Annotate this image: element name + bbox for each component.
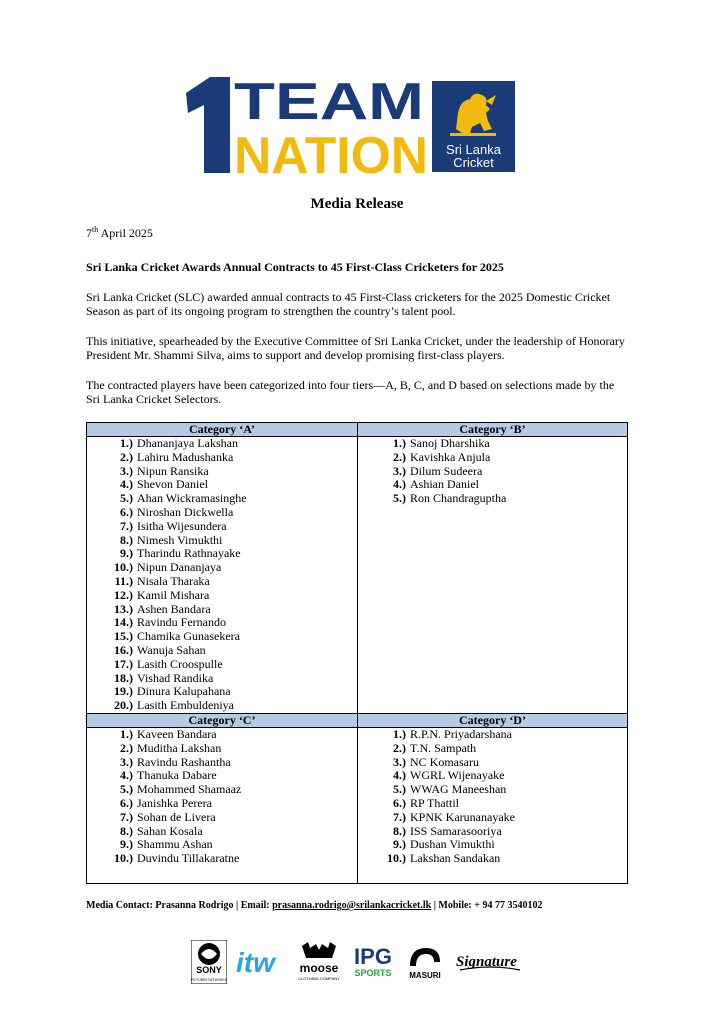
player-number: 4.) — [120, 477, 133, 492]
player-number: 6.) — [393, 795, 406, 810]
player-list-item — [358, 756, 515, 770]
player-number: 11.) — [114, 573, 133, 588]
player-number: 5.) — [120, 782, 133, 797]
player-name: Kaveen Bandara — [137, 727, 217, 741]
player-list-item — [87, 465, 247, 479]
player-name: WWAG Maneeshan — [410, 782, 507, 797]
player-number: 10.) — [114, 560, 133, 575]
player-number: 9.) — [120, 837, 133, 852]
player-number: 10.) — [114, 851, 133, 866]
paragraph-3: The contracted players have been categorized into four tiers—A, B, C, and D based on selections made by the Sri Lanka Cricket Selectors. — [86, 378, 615, 406]
media-contact — [86, 900, 542, 911]
team-nation-logo — [180, 73, 520, 177]
category-b-list — [358, 437, 506, 506]
player-name: Lahiru Madushanka — [137, 449, 234, 464]
player-name: Kavishka Anjula — [410, 449, 491, 464]
signature-logo — [454, 940, 524, 984]
badge-line2: Cricket — [453, 155, 494, 170]
player-list-item — [87, 658, 247, 672]
player-number: 12.) — [114, 587, 133, 602]
player-name: Nimesh Vimukthi — [137, 532, 223, 547]
player-name: Shevon Daniel — [137, 477, 208, 492]
player-list-item — [87, 478, 247, 492]
player-list-item — [358, 437, 506, 451]
category-c-list — [87, 728, 241, 866]
player-name: Sahan Kosala — [137, 823, 203, 838]
player-name: Ashian Daniel — [410, 477, 479, 492]
moose-label: moose — [299, 961, 339, 975]
player-list-item — [87, 783, 241, 797]
player-name: Nisala Tharaka — [137, 573, 210, 588]
player-number: 2.) — [120, 740, 133, 755]
itw-logo — [234, 940, 288, 984]
player-number: 15.) — [114, 629, 133, 644]
date-suffix: th — [92, 225, 99, 234]
player-number: 13.) — [114, 601, 133, 616]
signature-label: Signature — [456, 954, 517, 970]
player-number: 7.) — [120, 518, 133, 533]
release-date — [86, 225, 153, 241]
player-name: Ron Chandraguptha — [410, 491, 507, 506]
player-number: 7.) — [393, 809, 406, 824]
player-list-item — [358, 852, 515, 866]
player-number: 1.) — [393, 436, 406, 450]
category-d-header: Category ‘D’ — [358, 714, 627, 728]
masuri-logo — [404, 940, 446, 984]
sony-pictures-logo — [191, 940, 227, 984]
ipg-sub: SPORTS — [354, 968, 392, 978]
player-list-item — [358, 769, 515, 783]
itw-label: itw — [236, 947, 275, 978]
player-list-item — [87, 534, 247, 548]
player-name: Vishad Randika — [137, 670, 214, 685]
player-list-item — [87, 561, 247, 575]
category-b-header: Category ‘B’ — [358, 423, 627, 437]
player-name: Niroshan Dickwella — [137, 504, 234, 519]
player-number: 4.) — [393, 477, 406, 492]
player-name: Dinura Kalupahana — [137, 684, 231, 699]
player-name: Tharindu Rathnayake — [137, 546, 241, 561]
player-name: Ravindu Fernando — [137, 615, 226, 630]
sri-lanka-cricket-badge — [432, 81, 515, 172]
player-number: 18.) — [114, 670, 133, 685]
player-list-item — [87, 756, 241, 770]
team-nation-wordmark — [180, 73, 432, 177]
player-list-item — [358, 797, 515, 811]
player-name: Janishka Perera — [137, 795, 212, 810]
player-list-item — [87, 616, 247, 630]
player-list-item — [358, 478, 506, 492]
player-name: Lasith Embuldeniya — [137, 698, 234, 713]
category-d-list — [358, 728, 515, 866]
player-list-item — [358, 492, 506, 506]
player-list-item — [87, 825, 241, 839]
player-name: Ravindu Rashantha — [137, 754, 231, 769]
player-list-item — [358, 825, 515, 839]
category-a-list — [87, 437, 247, 713]
player-name: NC Komasaru — [410, 754, 479, 769]
player-name: Dushan Vimukthi — [410, 837, 495, 852]
player-list-item — [87, 728, 241, 742]
paragraph-2: This initiative, spearheaded by the Executive Committee of Sri Lanka Cricket, under the leadership of Honorary President Mr. Shammi Silva, aims to support and develop promising first-class players. — [86, 334, 625, 362]
player-number: 3.) — [393, 754, 406, 769]
player-number: 16.) — [114, 642, 133, 657]
player-list-item — [358, 451, 506, 465]
player-list-item — [87, 838, 241, 852]
player-name: Ashen Bandara — [137, 601, 211, 616]
headline: Sri Lanka Cricket Awards Annual Contracts to 45 First-Class Cricketers for 2025 — [86, 260, 504, 274]
player-number: 2.) — [120, 449, 133, 464]
player-list-item — [358, 742, 515, 756]
player-number: 9.) — [120, 546, 133, 561]
ipg-label: IPG — [354, 944, 392, 969]
contracts-table — [86, 422, 628, 884]
player-number: 1.) — [120, 436, 133, 450]
player-name: Ahan Wickramasinghe — [137, 491, 247, 506]
player-list-item — [87, 769, 241, 783]
player-name: Thanuka Dabare — [137, 768, 217, 783]
player-list-item — [358, 838, 515, 852]
player-number: 8.) — [393, 823, 406, 838]
sony-label: SONY — [196, 965, 222, 975]
player-number: 6.) — [120, 504, 133, 519]
player-name: Isitha Wijesundera — [137, 518, 227, 533]
player-name: Lakshan Sandakan — [410, 851, 501, 866]
player-list-item — [87, 852, 241, 866]
player-list-item — [87, 492, 247, 506]
player-list-item — [87, 699, 247, 713]
page-title: Media Release — [310, 196, 404, 212]
player-name: Chamika Gunasekera — [137, 629, 240, 644]
category-c-header: Category ‘C’ — [87, 714, 357, 728]
player-number: 5.) — [120, 491, 133, 506]
player-list-item — [87, 685, 247, 699]
player-number: 14.) — [114, 615, 133, 630]
player-name: Nipun Ransika — [137, 463, 209, 478]
player-number: 7.) — [120, 809, 133, 824]
player-name: Muditha Lakshan — [137, 740, 222, 755]
player-list-item — [87, 547, 247, 561]
player-list-item — [87, 589, 247, 603]
player-list-item — [87, 575, 247, 589]
player-list-item — [87, 811, 241, 825]
player-name: Wanuja Sahan — [137, 642, 206, 657]
player-number: 8.) — [120, 532, 133, 547]
contact-email-link[interactable]: prasanna.rodrigo@srilankacricket.lk — [272, 900, 432, 911]
player-list-item — [87, 520, 247, 534]
player-number: 9.) — [393, 837, 406, 852]
player-number: 4.) — [120, 768, 133, 783]
player-name: Kamil Mishara — [137, 587, 210, 602]
date-rest: April 2025 — [98, 226, 153, 240]
player-list-item — [358, 728, 515, 742]
sony-sub: PICTURES NETWORKS — [191, 978, 227, 982]
player-name: R.P.N. Priyadarshana — [410, 727, 512, 741]
player-name: RP Thattil — [410, 795, 460, 810]
moose-logo — [296, 940, 342, 984]
player-number: 17.) — [114, 656, 133, 671]
player-number: 2.) — [393, 740, 406, 755]
player-number: 3.) — [120, 754, 133, 769]
lion-emblem-icon — [446, 87, 500, 139]
player-list-item — [87, 437, 247, 451]
player-number: 1.) — [393, 727, 406, 741]
player-list-item — [87, 451, 247, 465]
player-name: WGRL Wijenayake — [410, 768, 505, 783]
player-name: Dhananjaya Lakshan — [137, 436, 238, 450]
player-number: 2.) — [393, 449, 406, 464]
masuri-label: MASURI — [409, 971, 441, 980]
player-number: 20.) — [114, 698, 133, 713]
player-list-item — [87, 603, 247, 617]
player-number: 5.) — [393, 491, 406, 506]
date-day: 7 — [86, 226, 92, 240]
player-name: Sohan de Livera — [137, 809, 216, 824]
player-number: 3.) — [393, 463, 406, 478]
player-number: 3.) — [120, 463, 133, 478]
player-list-item — [358, 465, 506, 479]
player-number: 8.) — [120, 823, 133, 838]
player-number: 4.) — [393, 768, 406, 783]
player-name: Nipun Dananjaya — [137, 560, 222, 575]
ipg-sports-logo — [349, 940, 397, 984]
contact-suffix: | Mobile: + 94 77 3540102 — [431, 900, 543, 911]
paragraph-1: Sri Lanka Cricket (SLC) awarded annual contracts to 45 First-Class cricketers for the 2025 Domestic Cricket Season as part of its ongoing program to strengthen the country’s talent pool. — [86, 290, 611, 318]
player-list-item — [87, 797, 241, 811]
player-list-item — [87, 506, 247, 520]
player-name: Sanoj Dharshika — [410, 436, 490, 450]
player-number: 10.) — [387, 851, 406, 866]
badge-line1: Sri Lanka — [446, 142, 501, 157]
player-name: Shammu Ashan — [137, 837, 213, 852]
player-number: 5.) — [393, 782, 406, 797]
player-number: 6.) — [120, 795, 133, 810]
player-name: Duvindu Tillakaratne — [137, 851, 240, 866]
player-name: KPNK Karunanayake — [410, 809, 515, 824]
player-name: T.N. Sampath — [410, 740, 477, 755]
category-a-header: Category ‘A’ — [87, 423, 357, 437]
player-name: Dilum Sudeera — [410, 463, 483, 478]
player-name: Lasith Croospulle — [137, 656, 223, 671]
player-list-item — [87, 672, 247, 686]
player-list-item — [87, 630, 247, 644]
player-list-item — [87, 742, 241, 756]
moose-sub: CLOTHING COMPANY — [298, 976, 340, 981]
player-list-item — [358, 783, 515, 797]
player-name: Mohammed Shamaaz — [137, 782, 242, 797]
contact-prefix: Media Contact: Prasanna Rodrigo | Email: — [86, 900, 273, 911]
player-list-item — [87, 644, 247, 658]
player-name: ISS Samarasooriya — [410, 823, 502, 838]
player-number: 19.) — [114, 684, 133, 699]
player-list-item — [358, 811, 515, 825]
player-number: 1.) — [120, 727, 133, 741]
logo-nation-text: NATION — [234, 127, 428, 177]
logo-team-text: TEAM — [234, 73, 424, 131]
